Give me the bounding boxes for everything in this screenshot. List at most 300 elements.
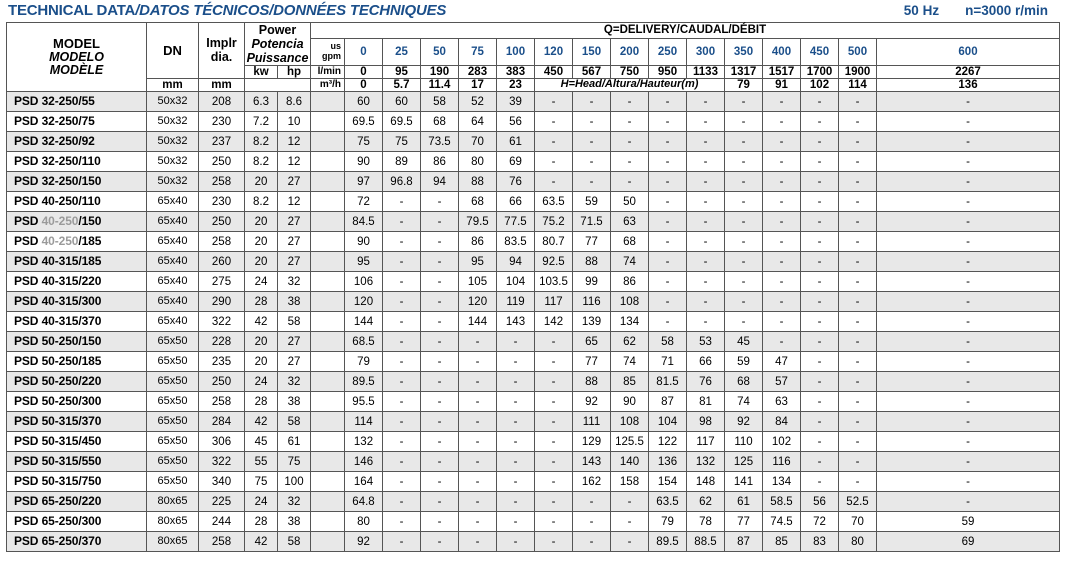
- cell-head-2: -: [421, 212, 459, 232]
- q-gpm-7: 200: [611, 39, 649, 66]
- cell-kw: 20: [245, 232, 278, 252]
- cell-impeller: 340: [199, 472, 245, 492]
- cell-head-3: -: [459, 332, 497, 352]
- cell-head-0: 120: [345, 292, 383, 312]
- cell-head-1: -: [383, 412, 421, 432]
- cell-model: PSD 65-250/220: [7, 492, 147, 512]
- header-q-title: Q=DELIVERY/CAUDAL/DÉBIT: [311, 23, 1060, 39]
- cell-head-13: -: [839, 312, 877, 332]
- cell-head-13: -: [839, 272, 877, 292]
- cell-impeller: 250: [199, 372, 245, 392]
- cell-kw: 75: [245, 472, 278, 492]
- cell-head-1: 89: [383, 152, 421, 172]
- cell-head-9: 76: [687, 372, 725, 392]
- cell-head-13: -: [839, 92, 877, 112]
- cell-head-8: -: [649, 252, 687, 272]
- q-lmin-11: 1517: [763, 66, 801, 79]
- cell-hp: 32: [278, 272, 311, 292]
- cell-head-6: -: [573, 152, 611, 172]
- cell-kw: 20: [245, 172, 278, 192]
- cell-head-6: 162: [573, 472, 611, 492]
- cell-head-2: -: [421, 472, 459, 492]
- cell-model: PSD 65-250/370: [7, 532, 147, 552]
- cell-unit-spacer: [311, 232, 345, 252]
- cell-hp: 58: [278, 312, 311, 332]
- cell-head-8: 89.5: [649, 532, 687, 552]
- cell-hp: 12: [278, 132, 311, 152]
- cell-head-6: 92: [573, 392, 611, 412]
- cell-impeller: 258: [199, 232, 245, 252]
- cell-impeller: 230: [199, 112, 245, 132]
- cell-kw: 20: [245, 212, 278, 232]
- cell-head-14: -: [877, 152, 1060, 172]
- cell-head-4: 94: [497, 252, 535, 272]
- cell-head-8: 104: [649, 412, 687, 432]
- table-row: [7, 252, 1060, 272]
- cell-head-9: 88.5: [687, 532, 725, 552]
- cell-head-3: -: [459, 492, 497, 512]
- cell-head-13: -: [839, 132, 877, 152]
- cell-head-2: -: [421, 292, 459, 312]
- cell-kw: 24: [245, 272, 278, 292]
- cell-dn: 65x50: [147, 352, 199, 372]
- cell-head-8: -: [649, 92, 687, 112]
- table-row: [7, 432, 1060, 452]
- cell-head-3: 70: [459, 132, 497, 152]
- q-gpm-2: 50: [421, 39, 459, 66]
- cell-kw: 24: [245, 372, 278, 392]
- cell-head-9: -: [687, 152, 725, 172]
- cell-head-8: -: [649, 272, 687, 292]
- cell-head-2: 73.5: [421, 132, 459, 152]
- cell-head-4: 56: [497, 112, 535, 132]
- cell-head-0: 64.8: [345, 492, 383, 512]
- cell-head-7: 86: [611, 272, 649, 292]
- cell-head-0: 146: [345, 452, 383, 472]
- q-lmin-4: 383: [497, 66, 535, 79]
- cell-model: PSD 50-250/220: [7, 372, 147, 392]
- cell-head-2: -: [421, 312, 459, 332]
- cell-impeller: 208: [199, 92, 245, 112]
- cell-head-6: -: [573, 132, 611, 152]
- cell-unit-spacer: [311, 192, 345, 212]
- cell-dn: 80x65: [147, 492, 199, 512]
- cell-head-12: -: [801, 472, 839, 492]
- table-row: [7, 372, 1060, 392]
- cell-head-12: -: [801, 452, 839, 472]
- cell-dn: 50x32: [147, 172, 199, 192]
- cell-head-4: 66: [497, 192, 535, 212]
- cell-head-6: -: [573, 92, 611, 112]
- cell-model: PSD 40-250/150: [7, 212, 147, 232]
- cell-impeller: 284: [199, 412, 245, 432]
- table-row: [7, 132, 1060, 152]
- cell-head-5: -: [535, 332, 573, 352]
- cell-head-2: -: [421, 352, 459, 372]
- cell-head-8: 81.5: [649, 372, 687, 392]
- cell-head-0: 90: [345, 152, 383, 172]
- table-row: [7, 212, 1060, 232]
- cell-head-3: 79.5: [459, 212, 497, 232]
- cell-model: PSD 32-250/150: [7, 172, 147, 192]
- unit-lmin: l/min: [311, 66, 345, 79]
- cell-head-10: -: [725, 212, 763, 232]
- page-title: [8, 2, 446, 19]
- table-row: [7, 332, 1060, 352]
- cell-head-8: -: [649, 292, 687, 312]
- cell-head-8: 79: [649, 512, 687, 532]
- cell-model: PSD 40-315/300: [7, 292, 147, 312]
- header-impeller: [199, 23, 245, 79]
- cell-head-3: 86: [459, 232, 497, 252]
- cell-head-10: -: [725, 192, 763, 212]
- cell-head-5: -: [535, 452, 573, 472]
- cell-unit-spacer: [311, 392, 345, 412]
- q-lmin-12: 1700: [801, 66, 839, 79]
- cell-head-1: 75: [383, 132, 421, 152]
- cell-head-0: 144: [345, 312, 383, 332]
- cell-impeller: 228: [199, 332, 245, 352]
- cell-head-8: -: [649, 232, 687, 252]
- cell-head-7: -: [611, 512, 649, 532]
- cell-model: PSD 32-250/110: [7, 152, 147, 172]
- header-impeller-l2: dia.: [210, 49, 233, 64]
- cell-head-12: -: [801, 352, 839, 372]
- cell-head-3: -: [459, 412, 497, 432]
- cell-head-14: -: [877, 192, 1060, 212]
- cell-dn: 50x32: [147, 132, 199, 152]
- q-lmin-2: 190: [421, 66, 459, 79]
- cell-head-10: -: [725, 152, 763, 172]
- cell-head-13: -: [839, 252, 877, 272]
- cell-kw: 28: [245, 392, 278, 412]
- cell-head-7: 50: [611, 192, 649, 212]
- table-row: [7, 492, 1060, 512]
- cell-hp: 27: [278, 332, 311, 352]
- cell-head-2: -: [421, 392, 459, 412]
- table-row: [7, 352, 1060, 372]
- cell-hp: 8.6: [278, 92, 311, 112]
- cell-head-9: -: [687, 312, 725, 332]
- cell-head-7: 68: [611, 232, 649, 252]
- cell-head-14: -: [877, 352, 1060, 372]
- table-body: [7, 92, 1060, 552]
- cell-model: PSD 32-250/75: [7, 112, 147, 132]
- table-row: [7, 192, 1060, 212]
- cell-head-14: -: [877, 472, 1060, 492]
- cell-kw: 8.2: [245, 192, 278, 212]
- table-row: [7, 392, 1060, 412]
- cell-head-13: -: [839, 152, 877, 172]
- cell-head-5: -: [535, 412, 573, 432]
- cell-model: PSD 50-315/550: [7, 452, 147, 472]
- cell-head-13: 80: [839, 532, 877, 552]
- q-m3h-14: 136: [877, 79, 1060, 92]
- cell-kw: 20: [245, 252, 278, 272]
- table-head: [7, 23, 1060, 92]
- cell-head-5: 80.7: [535, 232, 573, 252]
- header-model: [7, 23, 147, 92]
- cell-head-5: 117: [535, 292, 573, 312]
- header-model-en: MODEL: [53, 36, 100, 52]
- page-header: [0, 0, 1066, 22]
- cell-head-11: -: [763, 152, 801, 172]
- cell-head-2: -: [421, 492, 459, 512]
- cell-head-1: -: [383, 292, 421, 312]
- cell-head-14: 59: [877, 512, 1060, 532]
- cell-head-4: -: [497, 372, 535, 392]
- cell-head-2: -: [421, 192, 459, 212]
- cell-head-8: -: [649, 112, 687, 132]
- cell-head-9: -: [687, 112, 725, 132]
- cell-head-12: -: [801, 272, 839, 292]
- cell-head-9: 66: [687, 352, 725, 372]
- q-m3h-0: 0: [345, 79, 383, 92]
- cell-kw: 7.2: [245, 112, 278, 132]
- cell-unit-spacer: [311, 432, 345, 452]
- cell-head-3: -: [459, 432, 497, 452]
- header-impeller-unit: mm: [199, 79, 245, 92]
- cell-head-6: 143: [573, 452, 611, 472]
- cell-head-3: -: [459, 452, 497, 472]
- cell-head-1: -: [383, 512, 421, 532]
- cell-head-2: -: [421, 332, 459, 352]
- table-row: [7, 312, 1060, 332]
- cell-head-4: 77.5: [497, 212, 535, 232]
- header-power-en: Power: [258, 23, 297, 37]
- cell-impeller: 250: [199, 212, 245, 232]
- cell-head-2: 68: [421, 112, 459, 132]
- cell-head-1: 69.5: [383, 112, 421, 132]
- cell-head-4: 39: [497, 92, 535, 112]
- cell-unit-spacer: [311, 332, 345, 352]
- cell-head-8: -: [649, 152, 687, 172]
- cell-head-1: -: [383, 272, 421, 292]
- cell-model: PSD 50-250/150: [7, 332, 147, 352]
- cell-head-7: -: [611, 172, 649, 192]
- cell-head-11: 57: [763, 372, 801, 392]
- cell-unit-spacer: [311, 312, 345, 332]
- cell-head-13: -: [839, 352, 877, 372]
- cell-head-0: 114: [345, 412, 383, 432]
- cell-head-9: -: [687, 212, 725, 232]
- cell-dn: 65x40: [147, 312, 199, 332]
- cell-model: PSD 40-250/110: [7, 192, 147, 212]
- cell-head-5: 63.5: [535, 192, 573, 212]
- cell-head-14: -: [877, 332, 1060, 352]
- cell-hp: 58: [278, 412, 311, 432]
- cell-head-3: 105: [459, 272, 497, 292]
- cell-head-8: -: [649, 312, 687, 332]
- q-m3h-1: 5.7: [383, 79, 421, 92]
- cell-head-13: -: [839, 392, 877, 412]
- cell-impeller: 250: [199, 152, 245, 172]
- q-lmin-6: 567: [573, 66, 611, 79]
- cell-unit-spacer: [311, 252, 345, 272]
- cell-head-10: -: [725, 92, 763, 112]
- cell-head-12: -: [801, 172, 839, 192]
- cell-head-4: -: [497, 532, 535, 552]
- cell-head-13: -: [839, 412, 877, 432]
- cell-head-13: 70: [839, 512, 877, 532]
- cell-head-14: -: [877, 432, 1060, 452]
- cell-head-13: -: [839, 112, 877, 132]
- cell-kw: 24: [245, 492, 278, 512]
- cell-head-11: -: [763, 112, 801, 132]
- cell-dn: 65x40: [147, 232, 199, 252]
- table-row: [7, 532, 1060, 552]
- cell-head-3: -: [459, 512, 497, 532]
- cell-head-2: -: [421, 412, 459, 432]
- cell-head-13: -: [839, 472, 877, 492]
- cell-hp: 38: [278, 512, 311, 532]
- cell-head-12: -: [801, 212, 839, 232]
- cell-head-0: 84.5: [345, 212, 383, 232]
- cell-head-13: -: [839, 332, 877, 352]
- cell-head-12: -: [801, 332, 839, 352]
- cell-hp: 10: [278, 112, 311, 132]
- cell-head-1: 96.8: [383, 172, 421, 192]
- q-m3h-3: 17: [459, 79, 497, 92]
- cell-head-2: -: [421, 432, 459, 452]
- cell-head-9: -: [687, 272, 725, 292]
- cell-head-3: 80: [459, 152, 497, 172]
- cell-head-12: 56: [801, 492, 839, 512]
- cell-head-12: -: [801, 112, 839, 132]
- cell-head-9: -: [687, 232, 725, 252]
- cell-model: PSD 40-250/185: [7, 232, 147, 252]
- cell-head-11: -: [763, 92, 801, 112]
- cell-head-8: -: [649, 172, 687, 192]
- cell-kw: 42: [245, 412, 278, 432]
- cell-head-12: -: [801, 152, 839, 172]
- cell-head-6: 59: [573, 192, 611, 212]
- cell-head-7: 74: [611, 252, 649, 272]
- cell-unit-spacer: [311, 472, 345, 492]
- cell-model: PSD 65-250/300: [7, 512, 147, 532]
- cell-head-6: -: [573, 172, 611, 192]
- cell-head-3: -: [459, 372, 497, 392]
- speed-label: n=3000 r/min: [965, 3, 1048, 18]
- cell-head-1: -: [383, 492, 421, 512]
- q-m3h-13: 114: [839, 79, 877, 92]
- cell-kw: 55: [245, 452, 278, 472]
- cell-head-12: -: [801, 192, 839, 212]
- cell-impeller: 225: [199, 492, 245, 512]
- cell-head-10: 68: [725, 372, 763, 392]
- cell-head-5: -: [535, 132, 573, 152]
- cell-unit-spacer: [311, 132, 345, 152]
- cell-head-6: 77: [573, 352, 611, 372]
- cell-head-6: 88: [573, 372, 611, 392]
- cell-head-9: 148: [687, 472, 725, 492]
- cell-head-5: 75.2: [535, 212, 573, 232]
- cell-head-0: 79: [345, 352, 383, 372]
- cell-head-6: 116: [573, 292, 611, 312]
- cell-head-4: -: [497, 412, 535, 432]
- cell-head-11: -: [763, 232, 801, 252]
- cell-head-2: -: [421, 512, 459, 532]
- q-gpm-3: 75: [459, 39, 497, 66]
- q-gpm-11: 400: [763, 39, 801, 66]
- table-row: [7, 512, 1060, 532]
- cell-unit-spacer: [311, 152, 345, 172]
- cell-model: PSD 40-315/220: [7, 272, 147, 292]
- cell-head-9: 117: [687, 432, 725, 452]
- cell-unit-spacer: [311, 412, 345, 432]
- cell-head-12: -: [801, 132, 839, 152]
- header-dn: DN: [147, 23, 199, 79]
- cell-dn: 65x40: [147, 212, 199, 232]
- cell-head-4: -: [497, 452, 535, 472]
- cell-head-14: -: [877, 452, 1060, 472]
- cell-head-1: -: [383, 432, 421, 452]
- cell-head-8: 122: [649, 432, 687, 452]
- cell-head-6: -: [573, 492, 611, 512]
- cell-head-0: 95.5: [345, 392, 383, 412]
- cell-dn: 80x65: [147, 532, 199, 552]
- cell-head-6: 139: [573, 312, 611, 332]
- cell-head-5: -: [535, 512, 573, 532]
- cell-dn: 65x50: [147, 392, 199, 412]
- cell-head-7: 108: [611, 412, 649, 432]
- q-lmin-3: 283: [459, 66, 497, 79]
- cell-head-3: 88: [459, 172, 497, 192]
- q-lmin-5: 450: [535, 66, 573, 79]
- cell-head-14: -: [877, 112, 1060, 132]
- cell-head-11: 47: [763, 352, 801, 372]
- cell-head-14: -: [877, 312, 1060, 332]
- cell-head-7: 62: [611, 332, 649, 352]
- cell-head-1: -: [383, 472, 421, 492]
- cell-head-3: 64: [459, 112, 497, 132]
- cell-head-0: 90: [345, 232, 383, 252]
- cell-impeller: 290: [199, 292, 245, 312]
- header-power-es: Potencia: [251, 37, 304, 51]
- header-power: [245, 23, 311, 66]
- cell-head-6: -: [573, 112, 611, 132]
- cell-head-14: -: [877, 372, 1060, 392]
- cell-impeller: 306: [199, 432, 245, 452]
- cell-dn: 50x32: [147, 152, 199, 172]
- cell-head-8: 63.5: [649, 492, 687, 512]
- cell-head-0: 164: [345, 472, 383, 492]
- cell-head-8: 87: [649, 392, 687, 412]
- cell-head-7: 125.5: [611, 432, 649, 452]
- cell-model: PSD 32-250/92: [7, 132, 147, 152]
- cell-head-10: 74: [725, 392, 763, 412]
- cell-head-14: -: [877, 252, 1060, 272]
- cell-head-11: -: [763, 132, 801, 152]
- cell-head-2: -: [421, 252, 459, 272]
- cell-dn: 65x40: [147, 272, 199, 292]
- table-row: [7, 292, 1060, 312]
- q-m3h-11: 91: [763, 79, 801, 92]
- page-title-en: TECHNICAL DATA: [8, 2, 136, 19]
- cell-head-12: -: [801, 92, 839, 112]
- q-lmin-1: 95: [383, 66, 421, 79]
- cell-head-6: 129: [573, 432, 611, 452]
- cell-head-7: -: [611, 152, 649, 172]
- page-title-fr: /DONNÉES TECHNIQUES: [269, 2, 447, 19]
- cell-head-14: -: [877, 272, 1060, 292]
- cell-unit-spacer: [311, 172, 345, 192]
- cell-head-9: -: [687, 292, 725, 312]
- q-lmin-10: 1317: [725, 66, 763, 79]
- cell-head-7: 90: [611, 392, 649, 412]
- cell-hp: 27: [278, 212, 311, 232]
- cell-head-12: -: [801, 232, 839, 252]
